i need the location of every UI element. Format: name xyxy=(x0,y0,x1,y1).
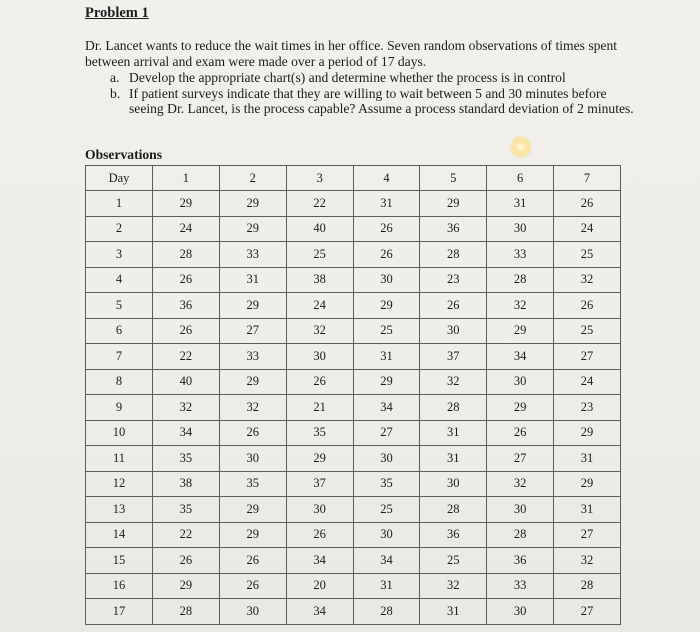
observation-cell: 29 xyxy=(353,369,420,395)
observation-cell: 37 xyxy=(286,471,353,497)
observation-cell: 22 xyxy=(286,191,353,217)
table-row xyxy=(86,446,621,472)
table-row xyxy=(86,471,621,497)
table-row xyxy=(86,242,621,268)
observation-cell: 35 xyxy=(219,471,286,497)
observation-cell: 33 xyxy=(219,344,286,370)
table-row xyxy=(86,497,621,523)
observation-header: 5 xyxy=(420,166,487,191)
observation-cell: 32 xyxy=(554,267,621,293)
day-cell: 7 xyxy=(86,344,153,370)
table-row xyxy=(86,216,621,242)
observation-cell: 28 xyxy=(353,599,420,625)
observation-cell: 27 xyxy=(353,420,420,446)
observation-cell: 29 xyxy=(353,293,420,319)
observation-cell: 28 xyxy=(420,395,487,421)
observation-cell: 27 xyxy=(219,318,286,344)
observation-cell: 33 xyxy=(487,573,554,599)
observation-cell: 40 xyxy=(286,216,353,242)
question-text: If patient surveys indicate that they are willing to wait between 5 and 30 minutes before seeing Dr. Lancet, is the process capable? Assume a process standard deviation of 2 minutes. xyxy=(129,85,634,116)
observation-cell: 34 xyxy=(353,548,420,574)
table-row xyxy=(86,267,621,293)
observation-cell: 31 xyxy=(420,446,487,472)
observation-cell: 33 xyxy=(219,242,286,268)
observation-cell: 25 xyxy=(353,497,420,523)
observation-cell: 30 xyxy=(353,267,420,293)
observation-cell: 26 xyxy=(353,216,420,242)
observation-cell: 31 xyxy=(420,599,487,625)
observation-header: 2 xyxy=(219,166,286,191)
observation-cell: 29 xyxy=(487,395,554,421)
day-cell: 5 xyxy=(86,293,153,319)
observation-cell: 34 xyxy=(487,344,554,370)
observation-cell: 33 xyxy=(487,242,554,268)
observation-cell: 29 xyxy=(153,191,220,217)
observation-cell: 37 xyxy=(420,344,487,370)
table-row xyxy=(86,344,621,370)
observation-cell: 22 xyxy=(153,344,220,370)
table-body xyxy=(86,191,621,625)
observation-cell: 32 xyxy=(420,573,487,599)
observation-cell: 25 xyxy=(554,318,621,344)
table-row xyxy=(86,522,621,548)
observation-cell: 28 xyxy=(153,599,220,625)
observation-cell: 35 xyxy=(353,471,420,497)
observation-cell: 35 xyxy=(153,446,220,472)
observation-cell: 29 xyxy=(554,471,621,497)
observation-cell: 29 xyxy=(219,293,286,319)
observation-cell: 29 xyxy=(219,522,286,548)
observation-cell: 32 xyxy=(420,369,487,395)
observation-cell: 27 xyxy=(487,446,554,472)
observation-cell: 38 xyxy=(286,267,353,293)
observation-cell: 30 xyxy=(420,471,487,497)
observation-cell: 34 xyxy=(286,599,353,625)
observation-cell: 31 xyxy=(554,497,621,523)
observation-cell: 20 xyxy=(286,573,353,599)
observation-cell: 26 xyxy=(554,191,621,217)
observation-header: 1 xyxy=(153,166,220,191)
observation-cell: 31 xyxy=(420,420,487,446)
observation-cell: 36 xyxy=(153,293,220,319)
observation-cell: 31 xyxy=(353,191,420,217)
observation-cell: 30 xyxy=(420,318,487,344)
observation-cell: 26 xyxy=(286,522,353,548)
observation-cell: 29 xyxy=(219,191,286,217)
day-cell: 4 xyxy=(86,267,153,293)
observation-cell: 24 xyxy=(554,369,621,395)
day-cell: 16 xyxy=(86,573,153,599)
observation-cell: 29 xyxy=(219,497,286,523)
observation-cell: 27 xyxy=(554,522,621,548)
observation-cell: 23 xyxy=(420,267,487,293)
observation-cell: 29 xyxy=(554,420,621,446)
day-cell: 6 xyxy=(86,318,153,344)
day-cell: 10 xyxy=(86,420,153,446)
observation-cell: 30 xyxy=(353,446,420,472)
observation-cell: 31 xyxy=(219,267,286,293)
table-row xyxy=(86,599,621,625)
question-text: Develop the appropriate chart(s) and determine whether the process is in control xyxy=(129,70,566,85)
observation-cell: 29 xyxy=(219,216,286,242)
light-glare xyxy=(510,136,532,158)
observation-cell: 30 xyxy=(286,344,353,370)
question-list xyxy=(110,70,635,117)
day-header: Day xyxy=(86,166,153,191)
observation-cell: 28 xyxy=(420,242,487,268)
day-cell: 13 xyxy=(86,497,153,523)
observation-cell: 26 xyxy=(153,318,220,344)
table-header-row xyxy=(86,166,621,191)
day-cell: 14 xyxy=(86,522,153,548)
observation-cell: 36 xyxy=(420,216,487,242)
question-marker: a. xyxy=(110,70,120,85)
observation-cell: 38 xyxy=(153,471,220,497)
observation-cell: 25 xyxy=(286,242,353,268)
observation-cell: 29 xyxy=(420,191,487,217)
observation-cell: 30 xyxy=(219,599,286,625)
observation-cell: 31 xyxy=(554,446,621,472)
observation-cell: 31 xyxy=(353,573,420,599)
observation-cell: 31 xyxy=(487,191,554,217)
observation-cell: 26 xyxy=(554,293,621,319)
observation-cell: 26 xyxy=(153,548,220,574)
observation-cell: 28 xyxy=(153,242,220,268)
observation-cell: 26 xyxy=(219,573,286,599)
table-row xyxy=(86,369,621,395)
observation-header: 6 xyxy=(487,166,554,191)
observation-cell: 30 xyxy=(487,216,554,242)
table-row xyxy=(86,395,621,421)
observation-cell: 31 xyxy=(353,344,420,370)
day-cell: 15 xyxy=(86,548,153,574)
observation-cell: 21 xyxy=(286,395,353,421)
observation-cell: 29 xyxy=(286,446,353,472)
day-cell: 1 xyxy=(86,191,153,217)
observation-cell: 30 xyxy=(353,522,420,548)
table-row xyxy=(86,548,621,574)
observation-cell: 28 xyxy=(487,267,554,293)
observation-cell: 40 xyxy=(153,369,220,395)
question-item xyxy=(110,86,635,117)
problem-intro: Dr. Lancet wants to reduce the wait times in her office. Seven random observations of times spent between arrival and exam were made over a period of 17 days. xyxy=(85,38,618,69)
observation-cell: 24 xyxy=(153,216,220,242)
observation-cell: 30 xyxy=(487,599,554,625)
observation-cell: 34 xyxy=(153,420,220,446)
observation-cell: 26 xyxy=(286,369,353,395)
observation-cell: 29 xyxy=(487,318,554,344)
observation-cell: 30 xyxy=(219,446,286,472)
day-cell: 11 xyxy=(86,446,153,472)
table-row xyxy=(86,573,621,599)
observation-header: 7 xyxy=(554,166,621,191)
observation-cell: 26 xyxy=(353,242,420,268)
observation-cell: 29 xyxy=(219,369,286,395)
table-row xyxy=(86,191,621,217)
observation-cell: 30 xyxy=(286,497,353,523)
observation-cell: 23 xyxy=(554,395,621,421)
observation-cell: 32 xyxy=(487,293,554,319)
observation-cell: 28 xyxy=(420,497,487,523)
table-caption: Observations xyxy=(85,147,163,162)
observation-cell: 26 xyxy=(153,267,220,293)
day-cell: 3 xyxy=(86,242,153,268)
observation-cell: 24 xyxy=(286,293,353,319)
question-marker: b. xyxy=(110,85,121,101)
observation-header: 3 xyxy=(286,166,353,191)
observation-cell: 27 xyxy=(554,599,621,625)
observation-cell: 25 xyxy=(353,318,420,344)
observation-cell: 34 xyxy=(286,548,353,574)
day-cell: 8 xyxy=(86,369,153,395)
observation-cell: 30 xyxy=(487,369,554,395)
day-cell: 9 xyxy=(86,395,153,421)
table-row xyxy=(86,293,621,319)
observation-cell: 32 xyxy=(153,395,220,421)
table-row xyxy=(86,318,621,344)
observation-cell: 24 xyxy=(554,216,621,242)
day-cell: 12 xyxy=(86,471,153,497)
observation-cell: 28 xyxy=(487,522,554,548)
observation-cell: 26 xyxy=(487,420,554,446)
day-cell: 17 xyxy=(86,599,153,625)
observation-cell: 25 xyxy=(554,242,621,268)
observation-cell: 36 xyxy=(420,522,487,548)
observation-cell: 29 xyxy=(153,573,220,599)
observation-cell: 35 xyxy=(286,420,353,446)
observation-cell: 26 xyxy=(219,420,286,446)
observation-cell: 30 xyxy=(487,497,554,523)
observation-cell: 25 xyxy=(420,548,487,574)
observation-cell: 22 xyxy=(153,522,220,548)
observations-table xyxy=(85,165,621,625)
observation-cell: 28 xyxy=(554,573,621,599)
observation-cell: 32 xyxy=(554,548,621,574)
observation-cell: 32 xyxy=(219,395,286,421)
problem-title: Problem 1 xyxy=(85,5,149,21)
day-cell: 2 xyxy=(86,216,153,242)
observation-cell: 27 xyxy=(554,344,621,370)
table-row xyxy=(86,420,621,446)
observation-cell: 26 xyxy=(420,293,487,319)
observation-cell: 32 xyxy=(286,318,353,344)
question-item xyxy=(110,70,635,86)
observation-cell: 34 xyxy=(353,395,420,421)
observation-header: 4 xyxy=(353,166,420,191)
observation-cell: 26 xyxy=(219,548,286,574)
observation-cell: 35 xyxy=(153,497,220,523)
observation-cell: 36 xyxy=(487,548,554,574)
observation-cell: 32 xyxy=(487,471,554,497)
